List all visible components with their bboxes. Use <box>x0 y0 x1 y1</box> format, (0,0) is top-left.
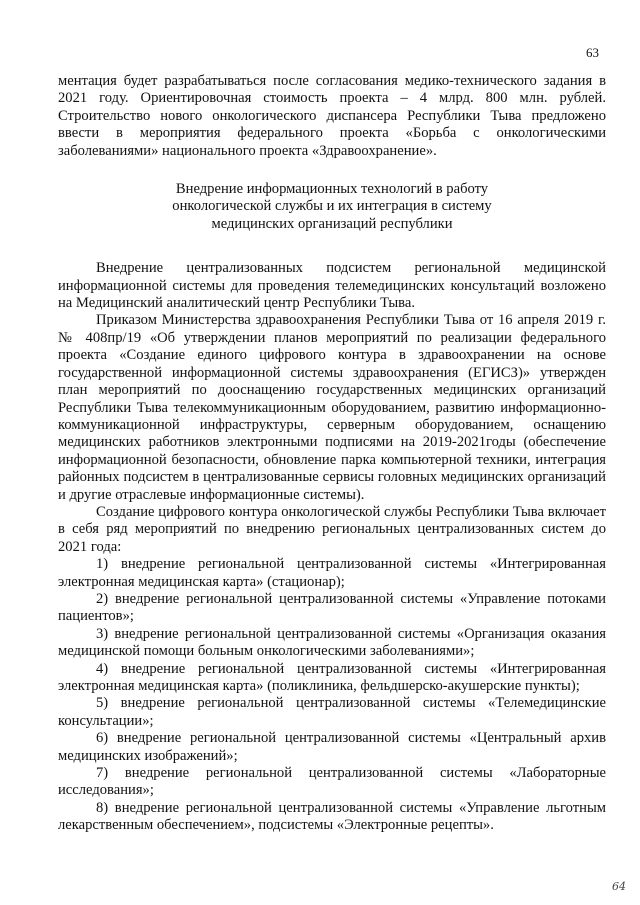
list-item: 1) внедрение региональной централизованной системы «Интегрированная электронная медицинская карта» (стационар); <box>58 556 606 590</box>
paragraph: Внедрение централизованных подсистем региональной медицинской информационной системы для проведения телемедицинских консультаций возложено на Медицинский аналитический центр Республики Тыва. <box>58 260 606 312</box>
list-item: 7) внедрение региональной централизованной системы «Лабораторные исследования»; <box>58 765 606 799</box>
paragraph: Создание цифрового контура онкологической службы Республики Тыва включает в себя ряд мероприятий по внедрению региональных централизованных систем до 2021 года: <box>58 503 606 555</box>
paragraph: Приказом Министерства здравоохранения Республики Тыва от 16 апреля 2019 г. № 408пр/19 «Об утверждении планов мероприятий по реализации федерального проекта «Создание единого цифрового контура в здравоохранении на основе государственной информационной системы здравоохранения (ЕГИСЗ)» утвержден план мероприятий по дооснащению государственных медицинских организаций Республики Тыва телекоммуникационным оборудованием, развитию информационно-коммуникационной инфраструктуры, серверным оборудованием, оснащению медицинских работников электронными подписями на 2019-2021годы (обеспечение информационной безопасности, обновление парка компьютерной техники, интеграция районных подсистем в централизованные сервисы головных медицинских организаций и другие отраслевые информационные системы). <box>58 312 606 503</box>
list-item: 6) внедрение региональной централизованной системы «Центральный архив медицинских изображений»; <box>58 730 606 764</box>
intro-paragraph: ментация будет разрабатываться после согласования медико-технического задания в 2021 году. Ориентировочная стоимость проекта – 4 млрд. 800 млн. рублей. Строительство нового онкологического диспансера Республики Тыва предложено ввести в мероприятия федерального проекта «Борьба с онкологическими заболеваниями» национального проекта «Здравоохранение». <box>58 73 606 159</box>
heading-line-2: онкологической службы и их интеграция в систему <box>172 198 492 215</box>
heading-line-3: медицинских организаций республики <box>211 215 453 232</box>
heading-line-1: Внедрение информационных технологий в работу <box>175 181 489 198</box>
document-body <box>58 73 606 835</box>
list-item: 4) внедрение региональной централизованной системы «Интегрированная электронная медицинская карта» (поликлиника, фельдшерско-акушерские пункты); <box>58 660 606 694</box>
page-number: 63 <box>586 45 599 60</box>
list-item: 3) внедрение региональной централизованной системы «Организация оказания медицинской помощи больным онкологическими заболеваниями»; <box>58 625 606 660</box>
list-item: 2) внедрение региональной централизованной системы «Управление потоками пациентов»; <box>58 590 606 625</box>
list-item: 8) внедрение региональной централизованной системы «Управление льготным лекарственным обеспечением», подсистемы «Электронные рецепты». <box>58 799 606 834</box>
section-heading <box>58 181 606 233</box>
handwritten-page-mark: 64 <box>612 880 626 893</box>
list-item: 5) внедрение региональной централизованной системы «Телемедицинские консультации»; <box>58 695 606 729</box>
